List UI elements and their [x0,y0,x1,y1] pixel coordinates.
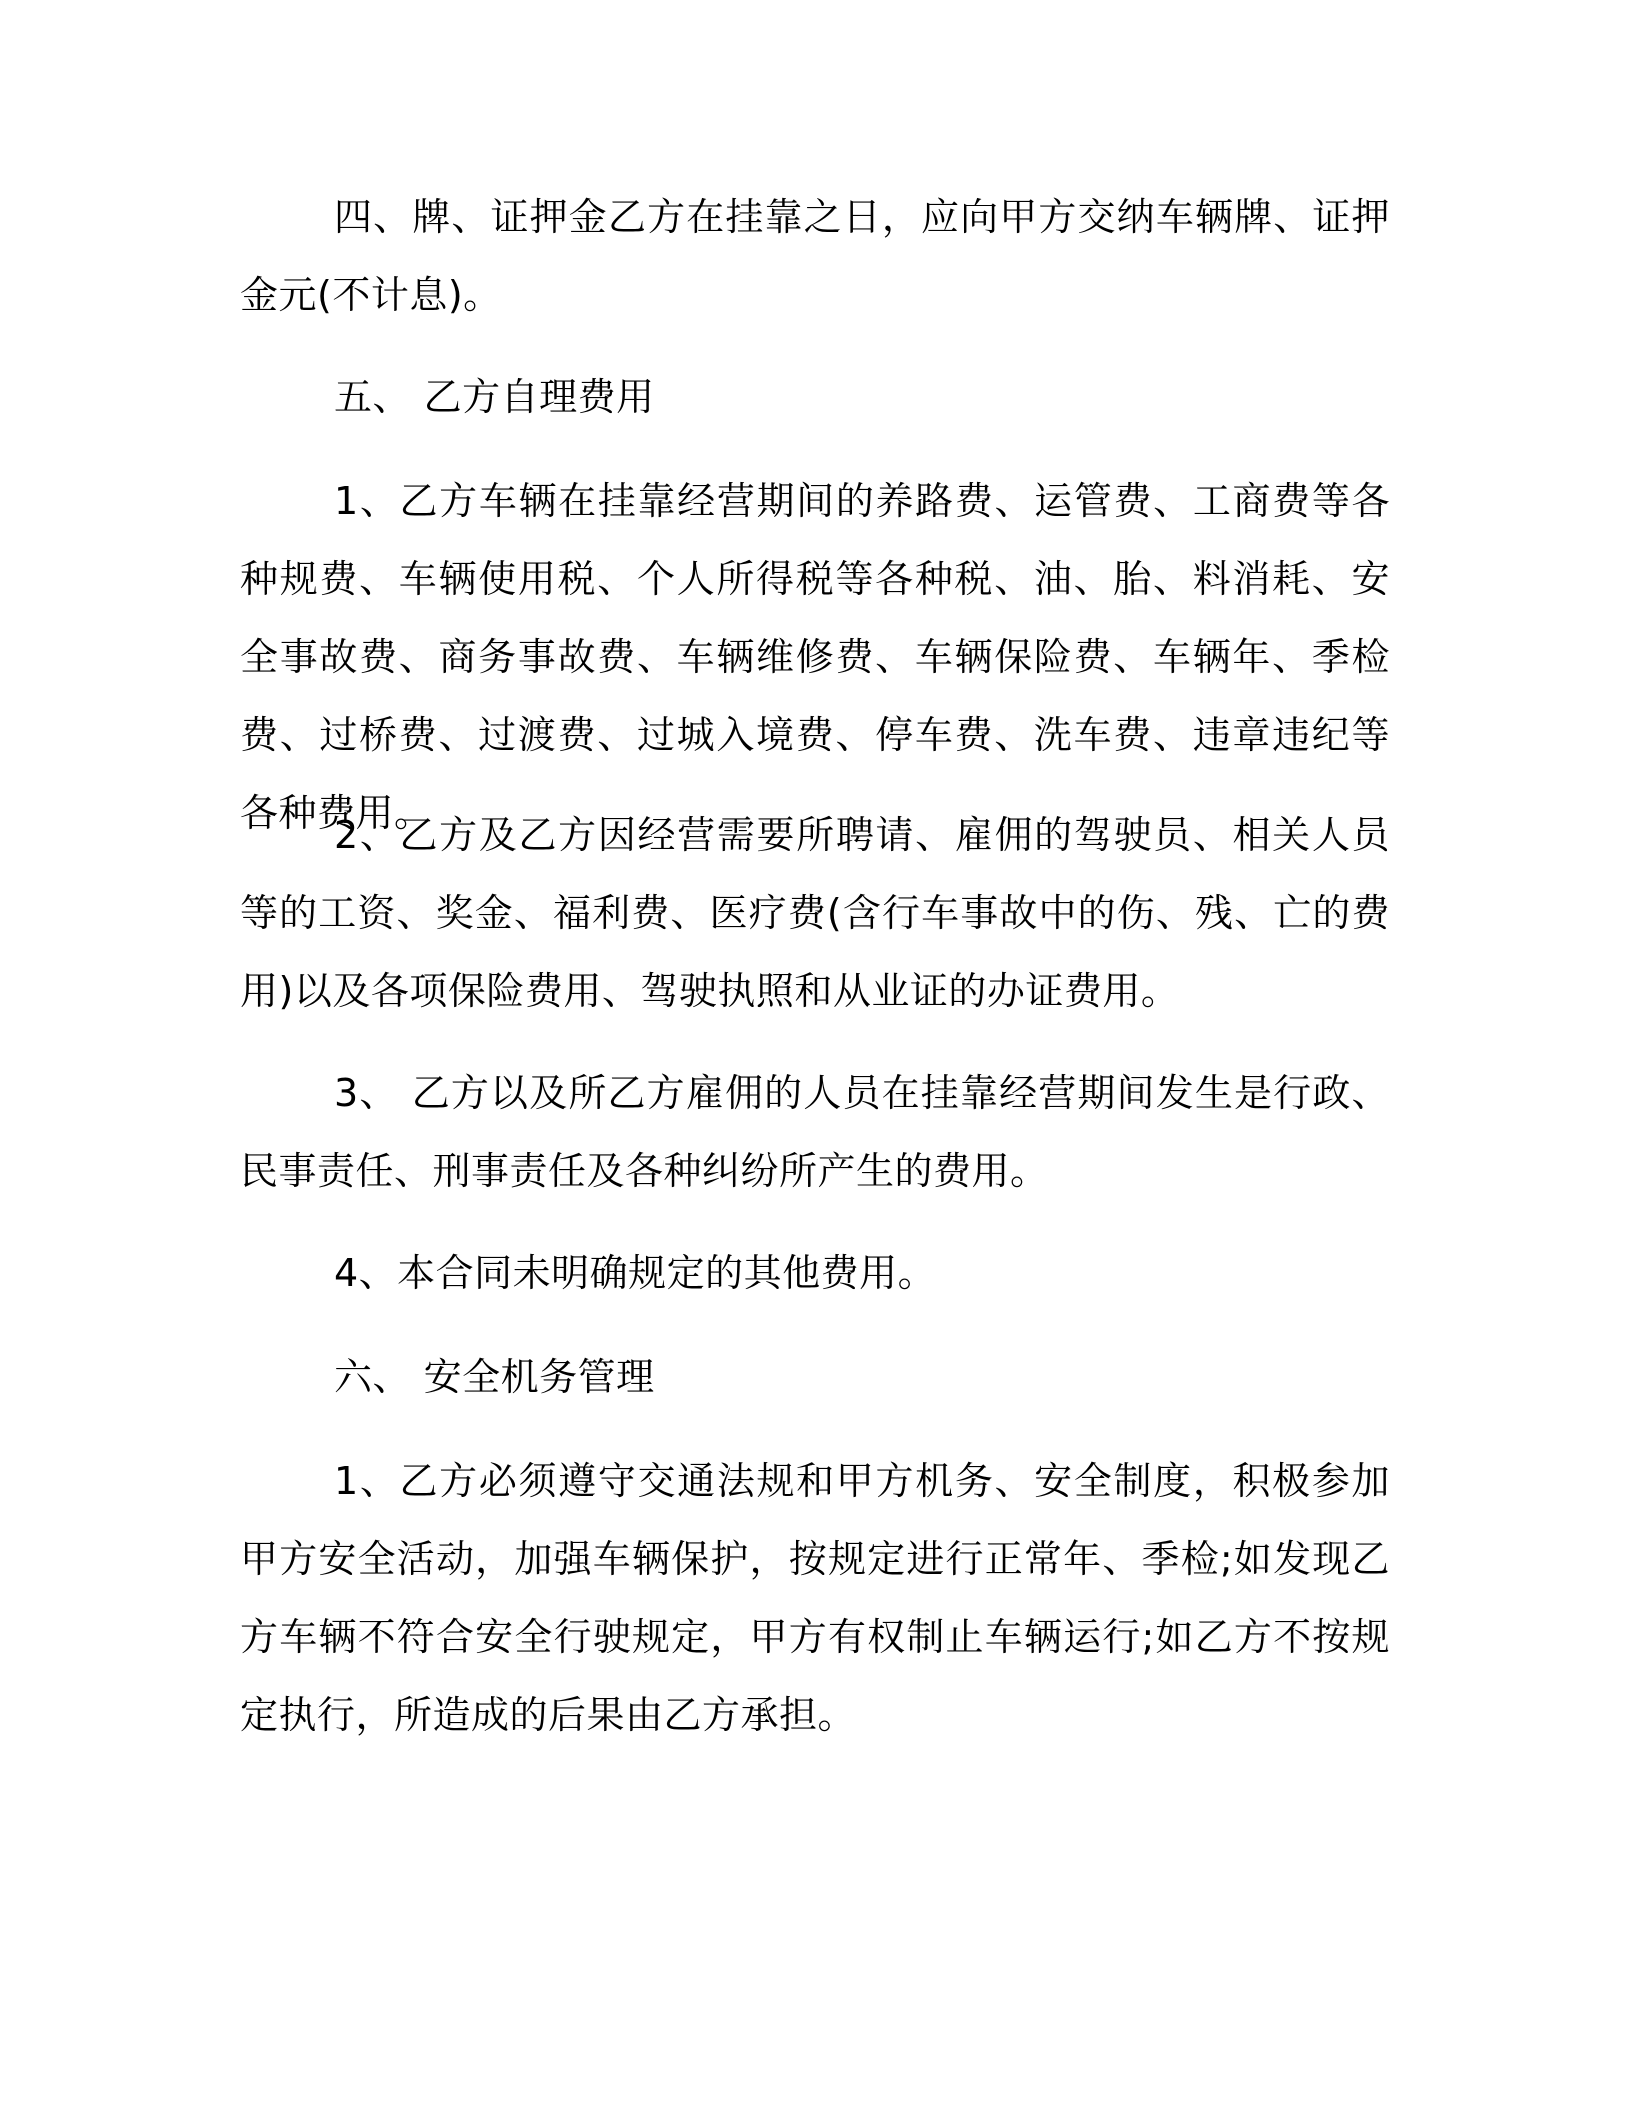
section-heading-self-paid-fees: 五、 乙方自理费用 [334,375,655,419]
paragraph-safety-item-1: 1、乙方必须遵守交通法规和甲方机务、安全制度，积极参加甲方安全活动，加强车辆保护，按规定进行正常年、季检;如发现乙方车辆不符合安全行驶规定，甲方有权制止车辆运行;如乙方不按规定执行，所造成的后果由乙方承担。 [240,1459,1390,1737]
paragraph-fees-item-2: 2、乙方及乙方因经营需要所聘请、雇佣的驾驶员、相关人员等的工资、奖金、福利费、医疗费(含行车事故中的伤、残、亡的费用)以及各项保险费用、驾驶执照和从业证的办证费用。 [240,813,1390,1013]
paragraph-deposit: 四、牌、证押金乙方在挂靠之日，应向甲方交纳车辆牌、证押金元(不计息)。 [240,195,1390,317]
section-heading-safety-management: 六、 安全机务管理 [334,1355,655,1399]
paragraph-fees-item-1: 1、乙方车辆在挂靠经营期间的养路费、运管费、工商费等各种规费、车辆使用税、个人所得税等各种税、油、胎、料消耗、安全事故费、商务事故费、车辆维修费、车辆保险费、车辆年、季检费、过桥费、过渡费、过城入境费、停车费、洗车费、违章违纪等各种费用。 [240,479,1390,835]
paragraph-fees-item-4: 4、本合同未明确规定的其他费用。 [334,1251,937,1295]
paragraph-fees-item-3: 3、 乙方以及所乙方雇佣的人员在挂靠经营期间发生是行政、民事责任、刑事责任及各种纠纷所产生的费用。 [240,1071,1390,1193]
